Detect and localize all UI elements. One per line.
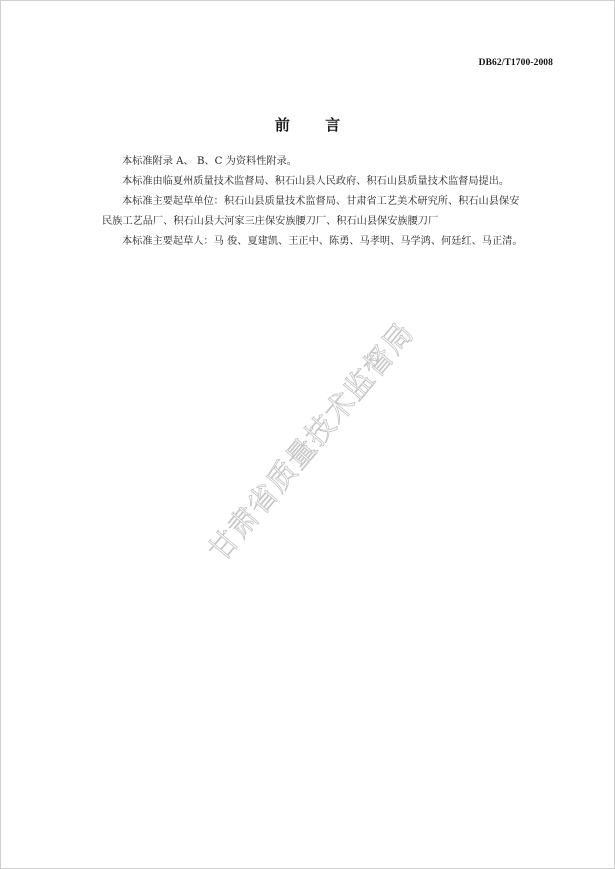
standard-code: DB62/T1700-2008 [478, 58, 553, 68]
section-title: 前 言 [274, 116, 356, 134]
watermark: 甘肃省质量技术监督局 [201, 315, 421, 568]
paragraph-appendix: 本标准附录 A、 B、C 为资料性附录。 [122, 156, 297, 167]
foreword-body [102, 152, 552, 252]
paragraph-drafting-units-continued: 民族工艺品厂、积石山县大河家三庄保安族腰刀厂、积石山县保安族腰刀厂 [102, 216, 439, 227]
paragraph-drafting-units: 本标准主要起草单位：积石山县质量技术监督局、甘肃省工艺美术研究所、积石山县保安 [122, 196, 520, 207]
paragraph-proposer: 本标准由临夏州质量技术监督局、积石山县人民政府、积石山县质量技术监督局提出。 [122, 176, 510, 187]
paragraph-drafters: 本标准主要起草人：马 俊、夏建凯、王正中、陈勇、马孝明、马学鸿、何廷红、马正清。 [122, 236, 523, 247]
